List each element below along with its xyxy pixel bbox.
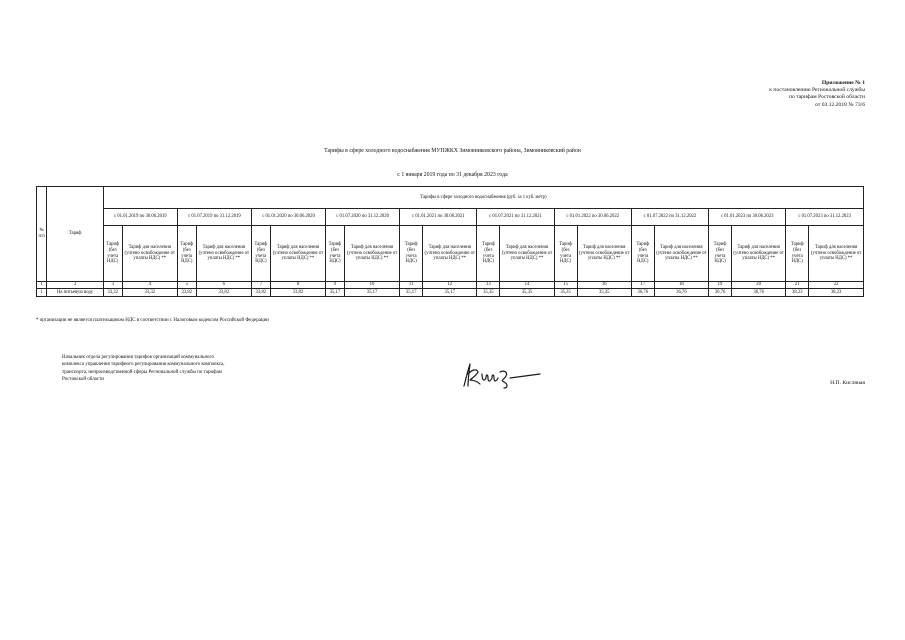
document-period: с 1 января 2019 года по 31 декабря 2023 года	[397, 172, 508, 178]
col-number: 22	[809, 282, 864, 289]
col-number: 8	[270, 282, 325, 289]
col-number: 4	[122, 282, 177, 289]
subheader-population: Тариф для населения (учтено освобождение от уплаты НДС) **	[196, 226, 251, 282]
handwritten-signature	[460, 360, 544, 390]
signer-position-line: комплекса управления тарифного регулирования коммунального комплекса,	[62, 362, 225, 368]
tariff-value: 35,35	[554, 289, 577, 297]
signer-position	[62, 354, 225, 384]
col-number: 17	[631, 282, 654, 289]
subheader-no-vat: Тариф (без учета НДС)	[103, 226, 122, 282]
tariff-value: 33,82	[251, 289, 270, 297]
period-header: с 01.07.2020 по 31.12.2020	[326, 209, 400, 226]
tariff-table	[36, 186, 864, 297]
tariff-value: 38,23	[786, 289, 809, 297]
period-header: с 01.01.2020 по 30.06.2020	[251, 209, 325, 226]
footnote: * организация не является плательщиком НДС в соответствии с Налоговым кодексом Российской Федерации	[36, 318, 269, 323]
header-num: № п/п	[37, 187, 47, 282]
subheader-population: Тариф для населения (учтено освобождение от уплаты НДС) **	[577, 226, 631, 282]
col-number: 1	[37, 282, 47, 289]
tariff-value: 35,35	[577, 289, 631, 297]
document-title: Тарифы в сфере холодного водоснабжения МУПЖКХ Зимовниковского района, Зимовниковский район	[324, 148, 581, 154]
col-number: 10	[344, 282, 399, 289]
period-header: с 01.07.2023 по 31.12.2023	[786, 209, 864, 226]
period-header: с 01.01.2022 по 30.06.2022	[554, 209, 631, 226]
period-header: с 01.01.2023 по 30.06.2023	[709, 209, 786, 226]
subheader-no-vat: Тариф (без учета НДС)	[400, 226, 423, 282]
period-header: с 01.01.2019 по 30.06.2019	[103, 209, 177, 226]
tariff-value: 35,17	[326, 289, 345, 297]
subheader-population: Тариф для населения (учтено освобождение от уплаты НДС) **	[732, 226, 786, 282]
subheader-no-vat: Тариф (без учета НДС)	[177, 226, 196, 282]
tariff-value: 35,35	[500, 289, 554, 297]
subheader-population: Тариф для населения (учтено освобождение от уплаты НДС) **	[423, 226, 477, 282]
header-tariff: Тариф	[47, 187, 103, 282]
tariff-value: 36,76	[732, 289, 786, 297]
tariff-value: 36,76	[709, 289, 732, 297]
col-number: 20	[732, 282, 786, 289]
tariff-value: 35,17	[344, 289, 399, 297]
tariff-value: 33,32	[103, 289, 122, 297]
subheader-population: Тариф для населения (учтено освобождение от уплаты НДС) **	[122, 226, 177, 282]
subheader-population: Тариф для населения (учтено освобождение от уплаты НДС) **	[270, 226, 325, 282]
tariff-value: 33,82	[270, 289, 325, 297]
col-number: 15	[554, 282, 577, 289]
column-number-row	[37, 282, 864, 289]
col-number: 9	[326, 282, 345, 289]
signer-position-line: Ростовской области	[62, 377, 104, 383]
period-header: с 01.01.2021 по 30.06.2021	[400, 209, 477, 226]
appendix-line: Приложение № 1	[821, 80, 865, 86]
signer-name: Н.П. Кисляная	[830, 380, 865, 386]
tariff-value: 36,76	[631, 289, 654, 297]
col-number: 13	[477, 282, 500, 289]
subheader-no-vat: Тариф (без учета НДС)	[554, 226, 577, 282]
col-number: 19	[709, 282, 732, 289]
appendix-note	[769, 80, 865, 109]
header-group: Тарифы в сфере холодного водоснабжения (руб. за 1 куб. метр)	[103, 187, 863, 209]
tariff-value: 35,35	[477, 289, 500, 297]
appendix-line: к постановлению Региональной службы	[769, 87, 865, 94]
col-number: 7	[251, 282, 270, 289]
subheader-population: Тариф для населения (учтено освобождение от уплаты НДС) **	[500, 226, 554, 282]
tariff-value: 38,23	[809, 289, 864, 297]
row-num: 1	[37, 289, 47, 297]
tariff-value: 33,32	[122, 289, 177, 297]
table-row	[37, 289, 864, 297]
col-number: 5	[177, 282, 196, 289]
tariff-value: 33,82	[177, 289, 196, 297]
period-header: с 01.07.2019 по 31.12.2019	[177, 209, 251, 226]
signer-position-line: транспорта, непроизводственной сферы Региональной службы по тарифам	[62, 369, 222, 375]
subheader-no-vat: Тариф (без учета НДС)	[786, 226, 809, 282]
col-number: 11	[400, 282, 423, 289]
period-header: с 01.07.2022 по 31.12.2022	[631, 209, 708, 226]
appendix-line: от 03.12.2018 № 73/6	[815, 101, 865, 108]
col-number: 14	[500, 282, 554, 289]
period-header: с 01.07.2021 по 31.12.2021	[477, 209, 554, 226]
tariff-value: 36,76	[654, 289, 708, 297]
col-number: 21	[786, 282, 809, 289]
signer-position-line: Начальник отдела регулирования тарифов организаций коммунального	[62, 355, 214, 360]
subheader-no-vat: Тариф (без учета НДС)	[251, 226, 270, 282]
col-number: 3	[103, 282, 122, 289]
subheader-no-vat: Тариф (без учета НДС)	[709, 226, 732, 282]
col-number: 12	[423, 282, 477, 289]
subheader-population: Тариф для населения (учтено освобождение от уплаты НДС) **	[654, 226, 708, 282]
appendix-line: по тарифам Ростовской области	[789, 94, 865, 101]
tariff-value: 33,82	[196, 289, 251, 297]
col-number: 2	[47, 282, 103, 289]
subheader-no-vat: Тариф (без учета НДС)	[326, 226, 345, 282]
col-number: 16	[577, 282, 631, 289]
subheader-population: Тариф для населения (учтено освобождение от уплаты НДС) **	[809, 226, 864, 282]
subheader-no-vat: Тариф (без учета НДС)	[631, 226, 654, 282]
tariff-value: 35,17	[400, 289, 423, 297]
col-number: 18	[654, 282, 708, 289]
row-name: На питьевую воду	[47, 289, 103, 297]
subheader-no-vat: Тариф (без учета НДС)	[477, 226, 500, 282]
subheader-population: Тариф для населения (учтено освобождение от уплаты НДС) **	[344, 226, 399, 282]
col-number: 6	[196, 282, 251, 289]
tariff-value: 35,17	[423, 289, 477, 297]
